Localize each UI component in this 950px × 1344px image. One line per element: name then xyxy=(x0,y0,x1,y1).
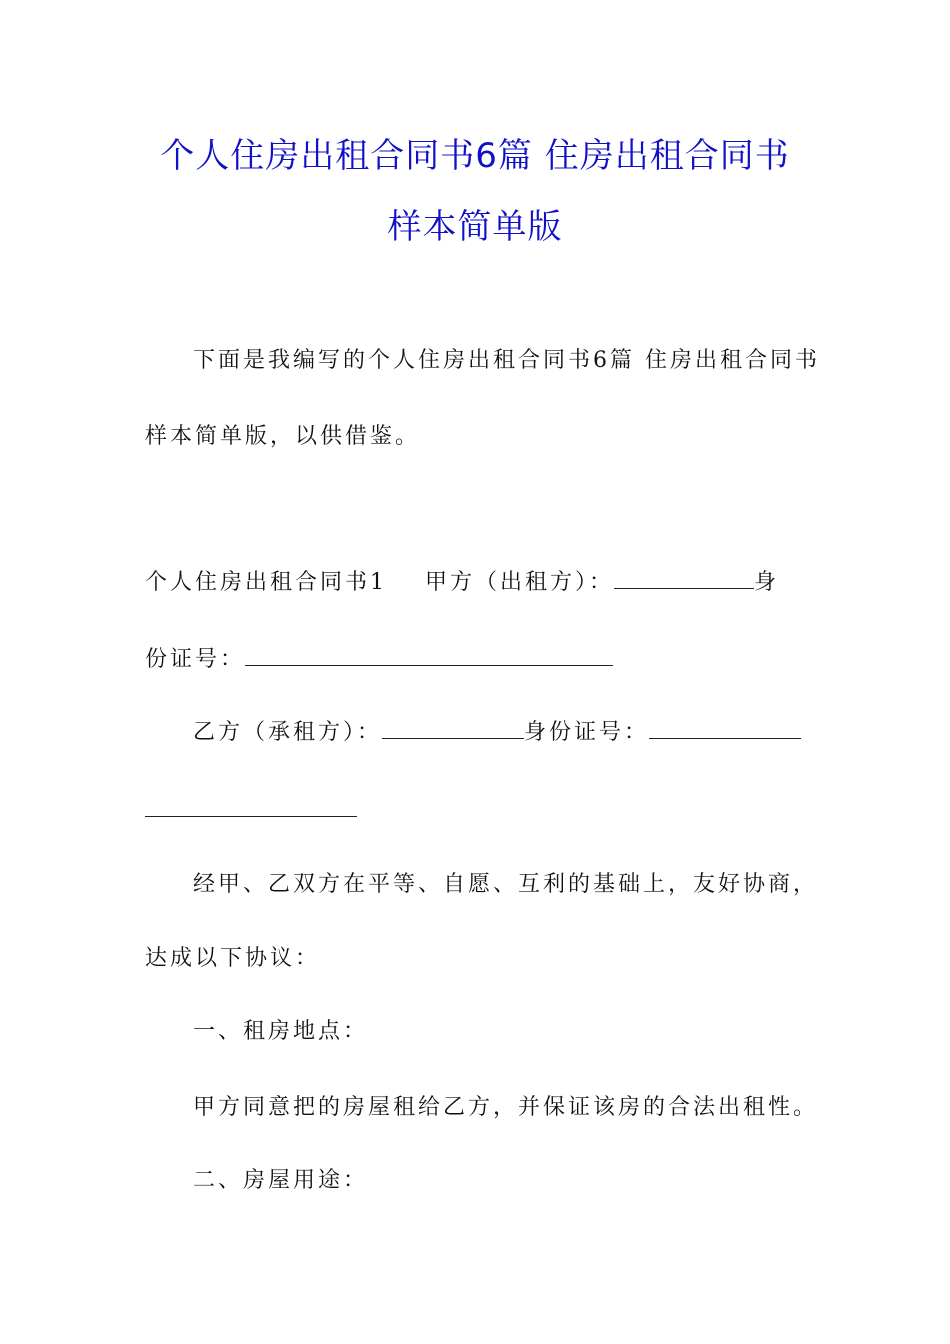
party-b-line xyxy=(193,718,853,748)
party-a-id-label: 份证号： xyxy=(145,647,246,672)
party-b-id-label: 身份证号： xyxy=(524,720,650,745)
party-b-id-blank[interactable] xyxy=(649,720,801,739)
agreement-line-2: 达成以下协议： xyxy=(145,946,321,971)
clause-2-heading: 二、房屋用途： xyxy=(193,1168,369,1193)
section-heading: 个人住房出租合同书1 xyxy=(145,570,387,595)
clause-1-heading: 一、租房地点： xyxy=(193,1019,369,1044)
party-a-id-line xyxy=(145,645,805,675)
clause-1-text: 甲方同意把的房屋租给乙方，并保证该房的合法出租性。 xyxy=(193,1095,819,1120)
intro-line-2: 样本简单版，以供借鉴。 xyxy=(145,424,421,449)
party-b-name-blank[interactable] xyxy=(382,720,524,739)
document-title-line-1: 个人住房出租合同书6篇 住房出租合同书 xyxy=(160,136,790,176)
party-b-id-blank-continued[interactable] xyxy=(145,798,357,817)
agreement-line-1: 经甲、乙双方在平等、自愿、互利的基础上，友好协商， xyxy=(193,872,819,897)
party-a-id-prefix: 身 xyxy=(754,570,780,595)
party-a-label: 甲方（出租方）： xyxy=(425,570,615,595)
intro-line-1: 下面是我编写的个人住房出租合同书6篇 住房出租合同书 xyxy=(193,348,820,373)
party-a-id-blank[interactable] xyxy=(245,647,613,666)
document-title-line-2: 样本简单版 xyxy=(387,207,563,247)
party-b-label: 乙方（承租方）： xyxy=(193,720,383,745)
party-a-line xyxy=(145,568,805,598)
party-a-name-blank[interactable] xyxy=(614,570,754,589)
party-b-id-continuation xyxy=(145,796,805,826)
